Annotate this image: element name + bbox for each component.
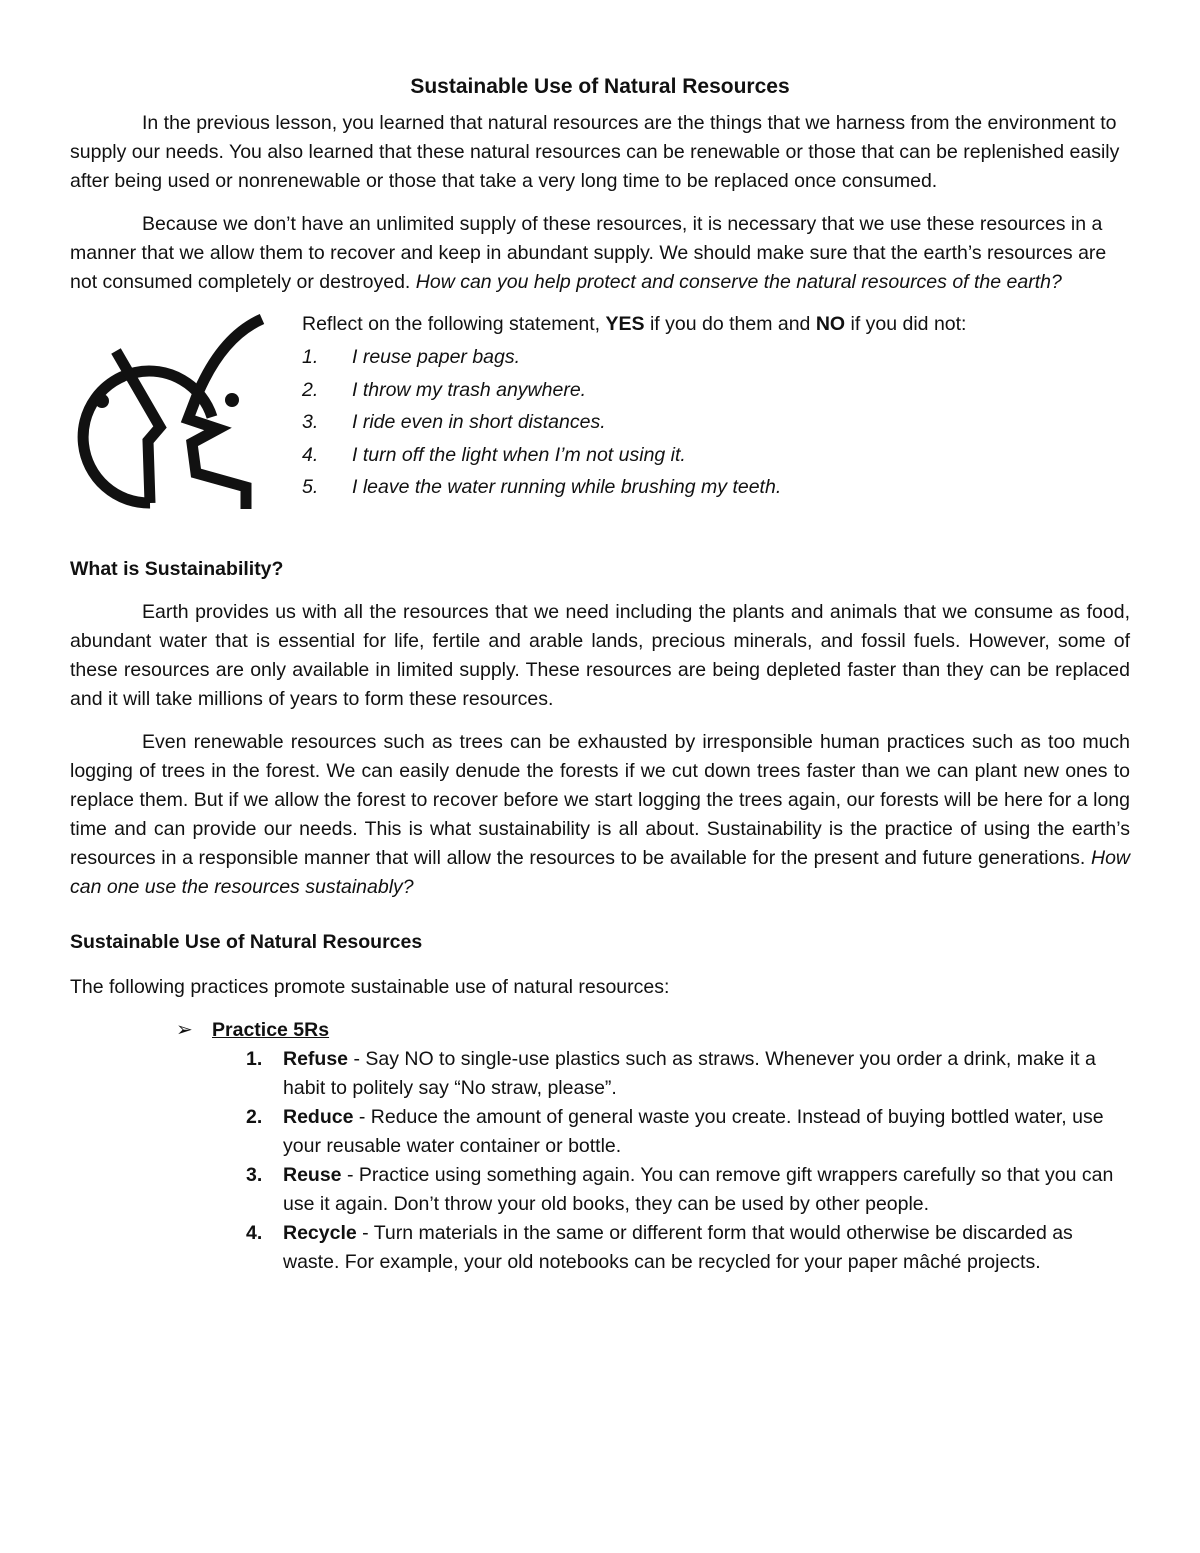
section-heading-sustainable-use: Sustainable Use of Natural Resources: [70, 931, 423, 953]
intro-paragraph-2: [70, 210, 1130, 297]
practice-term: Reduce: [283, 1106, 354, 1128]
sustainability-question: How can one use the resources sustainably?: [70, 847, 1130, 898]
list-item-text: I reuse paper bags.: [352, 346, 521, 368]
reflect-block: [302, 309, 966, 504]
list-item-number: 1.: [246, 1048, 263, 1070]
list-item: [302, 439, 966, 472]
list-item-number: 4.: [246, 1222, 263, 1244]
practice-term: Refuse: [283, 1048, 349, 1070]
page-title: Sustainable Use of Natural Resources: [410, 75, 790, 98]
list-item-content: [283, 1045, 1130, 1103]
reflect-middle-text: if you do them and: [644, 313, 816, 335]
list-item-number: 4.: [302, 443, 319, 466]
section-heading-sustainability: What is Sustainability?: [70, 558, 284, 580]
list-item-number: 2.: [246, 1106, 263, 1128]
arrow-bullet-icon: ➢: [176, 1019, 193, 1041]
sustainability-paragraph-2: [70, 728, 1130, 902]
practice-description: - Reduce the amount of general waste you create. Instead of buying bottled water, use your reusable water container or bottle.: [283, 1106, 1104, 1157]
list-item-text: I turn off the light when I’m not using it.: [352, 443, 686, 466]
list-item: [302, 374, 966, 407]
practice-description: - Say NO to single-use plastics such as straws. Whenever you order a drink, make it a habit to politely say “No straw, please”.: [283, 1048, 1096, 1099]
practices-intro: The following practices promote sustainable use of natural resources:: [70, 976, 670, 998]
document-page: [70, 72, 1130, 1277]
list-item: [246, 1219, 1130, 1277]
list-item-number: 3.: [246, 1164, 263, 1186]
list-item: [246, 1045, 1130, 1103]
sustainability-paragraph-1: Earth provides us with all the resources that we need including the plants and animals that we consume as food, abundant water that is essential for life, fertile and arable lands, precious minerals, and fossil fuels. However, some of these resources are only available in limited supply. These resources are being depleted faster than they can be replaced and it will take millions of years to form these resources.: [70, 601, 1130, 710]
practice-description: - Turn materials in the same or different form that would otherwise be discarded as waste. For example, your old notebooks can be recycled for your paper mâché projects.: [283, 1222, 1073, 1273]
reflect-section: [70, 309, 1130, 509]
practice-term: Recycle: [283, 1222, 357, 1244]
list-item: [246, 1103, 1130, 1161]
reflect-yes: YES: [605, 313, 645, 335]
list-item-text: I throw my trash anywhere.: [352, 378, 587, 401]
reflect-no: NO: [815, 313, 846, 335]
practice-list: [246, 1045, 1130, 1277]
reflect-after-text: if you did not:: [845, 313, 967, 335]
earth-faces-icon: [70, 309, 302, 509]
practice-5rs-label: Practice 5Rs: [212, 1019, 330, 1041]
intro-question: How can you help protect and conserve the natural resources of the earth?: [415, 271, 1062, 293]
reflect-statement-list: [302, 341, 966, 504]
list-item-number: 3.: [302, 411, 319, 433]
list-item: [302, 471, 966, 504]
bullet-practice-5rs: [176, 1016, 1130, 1045]
list-item-number: 2.: [302, 378, 319, 401]
sustainability-paragraph-2-text: Even renewable resources such as trees can be exhausted by irresponsible human practices such as too much logging of trees in the forest. We can easily denude the forests if we cut down trees faster than we can plant new ones to replace them. But if we allow the forest to recover before we start logging the trees again, our forests will be here for a long time and can provide our needs. This is what sustainability is all about. Sustainability is the practice of using the earth’s resources in a responsible manner that will allow the resources to be available for the present and future generations.: [70, 731, 1130, 869]
reflect-instructions: [302, 309, 966, 339]
list-item-number: 1.: [302, 346, 319, 368]
practice-description: - Practice using something again. You can remove gift wrappers carefully so that you can use it again. Don’t throw your old books, they can be used by other people.: [283, 1164, 1114, 1215]
intro-paragraph-1: In the previous lesson, you learned that natural resources are the things that we harness from the environment to supply our needs. You also learned that these natural resources can be renewable or those that can be replenished easily after being used or nonrenewable or those that take a very long time to be replaced once consumed.: [70, 112, 1120, 192]
intro-paragraph-2-text: Because we don’t have an unlimited supply of these resources, it is necessary that we use these resources in a manner that we allow them to recover and keep in abundant supply. We should make sure that the earth’s resources are not consumed completely or destroyed.: [70, 213, 1107, 293]
list-item-text: I ride even in short distances.: [352, 411, 606, 433]
list-item: [302, 341, 966, 374]
reflect-intro-text: Reflect on the following statement,: [302, 313, 606, 335]
list-item-text: I leave the water running while brushing my teeth.: [352, 476, 782, 498]
list-item-content: [283, 1161, 1130, 1219]
list-item-content: [283, 1219, 1130, 1277]
list-item-number: 5.: [302, 476, 319, 498]
list-item: [302, 406, 966, 439]
practice-term: Reuse: [283, 1164, 342, 1186]
list-item: [246, 1161, 1130, 1219]
list-item-content: [283, 1103, 1130, 1161]
